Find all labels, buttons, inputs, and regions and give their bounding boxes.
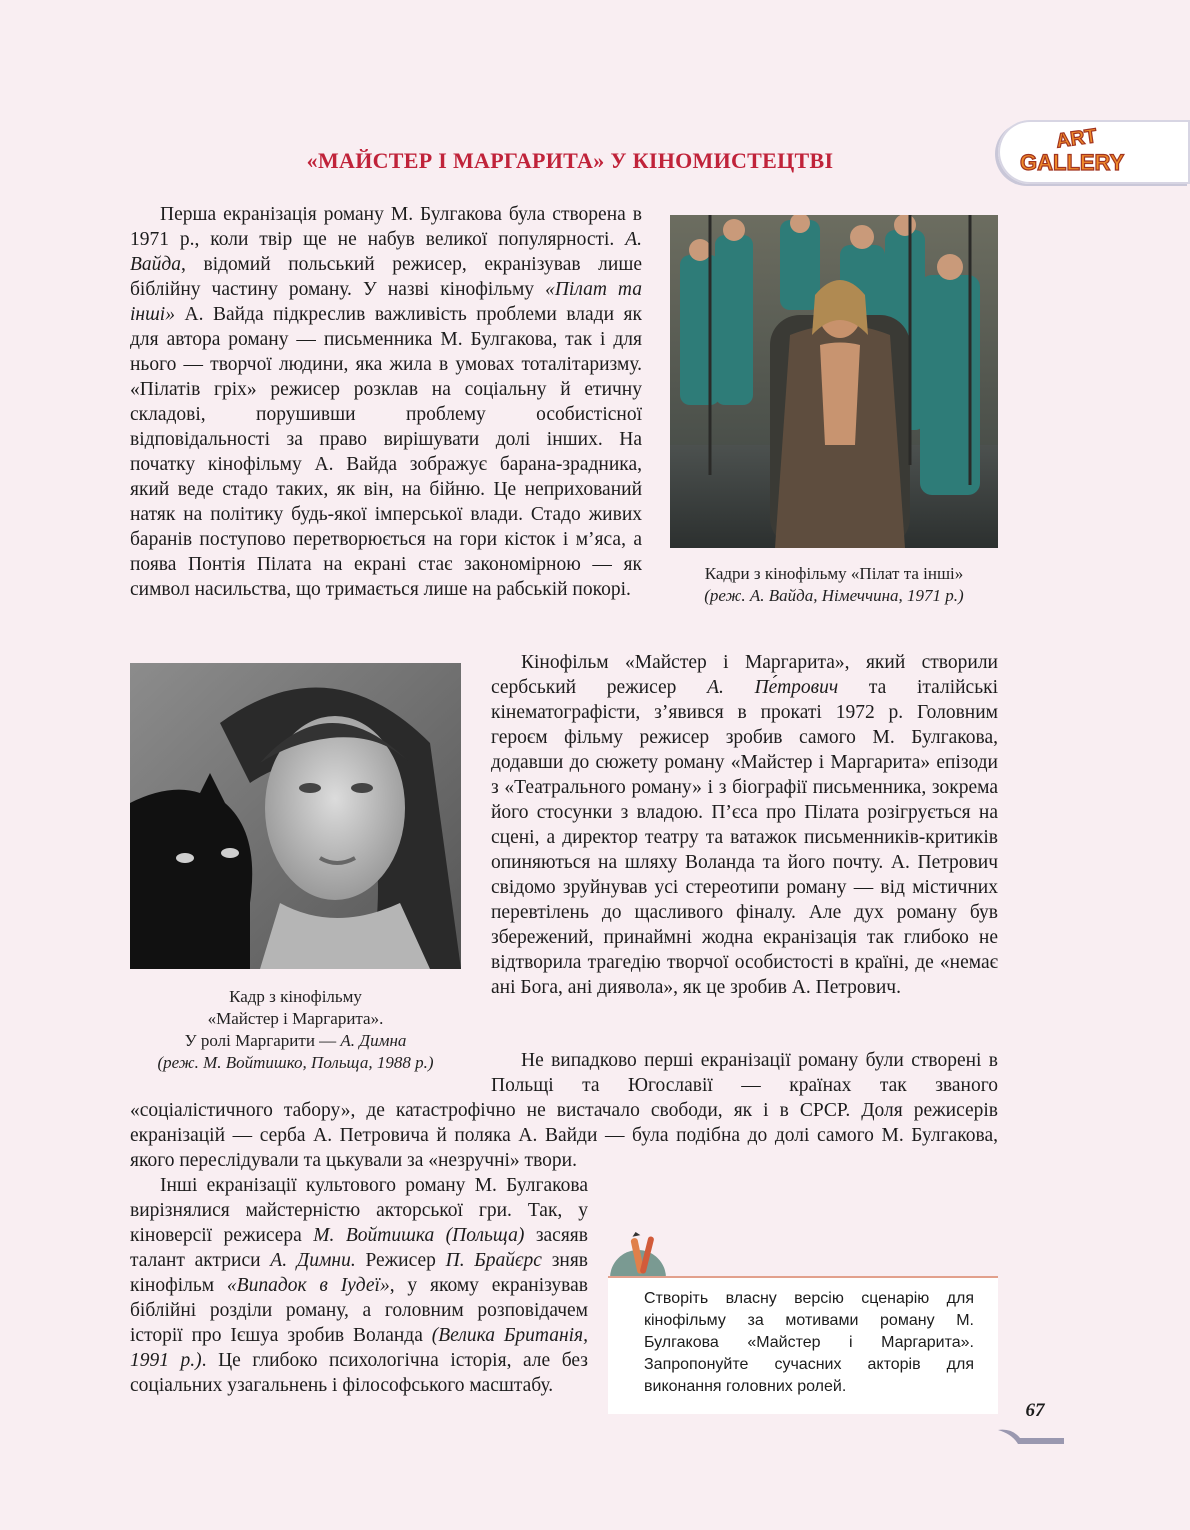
page-title: «МАЙСТЕР І МАРГАРИТА» У КІНОМИСТЕЦТВІ <box>306 148 834 173</box>
art-gallery-tab <box>998 120 1190 184</box>
art-gallery-logo <box>998 120 1128 184</box>
pencil-cup-icon <box>606 1232 670 1280</box>
photo-pilate-film <box>670 215 998 548</box>
task-text: Створіть власну версію сценарію для кінофільму за мотивами роману М. Булгакова «Майстер і Маргарита». Запропонуйте сучасних акторів для виконання головних ролей. <box>644 1290 974 1395</box>
task-box <box>608 1276 998 1414</box>
paragraph-petrovic: Кінофільм «Майстер і Маргарита», який створили сербський режисер А. Пе́трович та італійські кінематографісти, з’явився в прокаті 1972 р. Головним героєм фільму режисер зробив самого М. Булгакова, додавши до сюжету роману «Майстер і Маргарита» епізоди з «Театрального роману» і з біографії письменника, зокрема його стосунки з владою. П’єса про Пілата розігрується на сцені, а директор театру та ватажок письменників-критиків опиняються на шляху Воланда та його почту. А. Петрович свідомо зруйнував усі стереотипи роману — від містичних перевтілень до щасливого фіналу. Але дух роману був збережений, принаймні жодна екранізація так глибоко не відтворила трагедію творчої особистості в країні, де «немає ані Бога, ані диявола», як це зробив А. Петрович. <box>491 652 998 998</box>
caption-pilate: Кадри з кінофільму «Пілат та інші» (реж. А. Вайда, Німеччина, 1971 р.) <box>704 564 964 605</box>
caption-margarita: Кадр з кінофільму «Майстер і Маргарита». У ролі Маргарити — А. Димна (реж. М. Войтишко, Польща, 1988 р.) <box>157 987 434 1072</box>
page-number: 67 <box>1025 1400 1045 1421</box>
paragraph-socialist-camp: Не випадково перші екранізації роману були створені в Польщі та Югославії — країнах так званого «соціалістичного табору», де катастрофічно не вистачало свободи, як і в СРСР. Доля режисерів екранізацій — серба А. Петровича й поляка А. Вайди — була подібна до долі самого М. Булгакова, якого переслідували та цькували за «незручні» твори. <box>130 1050 998 1171</box>
paragraph-wajda: Перша екранізація роману М. Булгакова була створена в 1971 р., коли твір ще не набув великої популярності. А. Вайда, відомий польський режисер, екранізував лише біблійну частину роману. У назві кінофільму «Пілат та інші» А. Вайда підкреслив важливість проблеми влади як для автора роману — письменника М. Булгакова, так і для нього — творчої людини, яка жила в умовах тоталітаризму. «Пілатів гріх» режисер розклав на соціальну й етичну складові, порушивши проблему особистісної відповідальності за право вирішувати долі інших. На початку кінофільму А. Вайда зображує барана-зрадника, який веде стадо таких, як він, на бійню. Це неприхований натяк на політику будь-якої імперської влади. Стадо живих баранів поступово перетворюється на гори кісток і м’яса, а поява Понтія Пілата на екрані стає закономірною — як символ насильства, що тримається лише на рабській покорі. <box>130 204 642 600</box>
page-number-decoration <box>998 1428 1066 1446</box>
paragraph-other-adaptations: Інші екранізації культового роману М. Булгакова вирізнялися майстерністю акторської гри. Так, у кіноверсії режисера М. Войтишка (Польща) засяяв талант актриси А. Димни. Режисер П. Брайєрс зняв кінофільм «Випадок в Іудеї», у якому екранізував біблійні розділи роману, а головним розповідачем історії про Ієшуа зробив Воланда (Велика Британія, 1991 р.). Це глибоко психологічна історія, але без соціальних узагальнень і філософського масштабу. <box>130 1175 589 1396</box>
svg-text:ART: ART <box>1054 125 1099 153</box>
svg-text:GALLERY: GALLERY <box>1020 150 1125 175</box>
photo-margarita-film <box>130 663 461 969</box>
